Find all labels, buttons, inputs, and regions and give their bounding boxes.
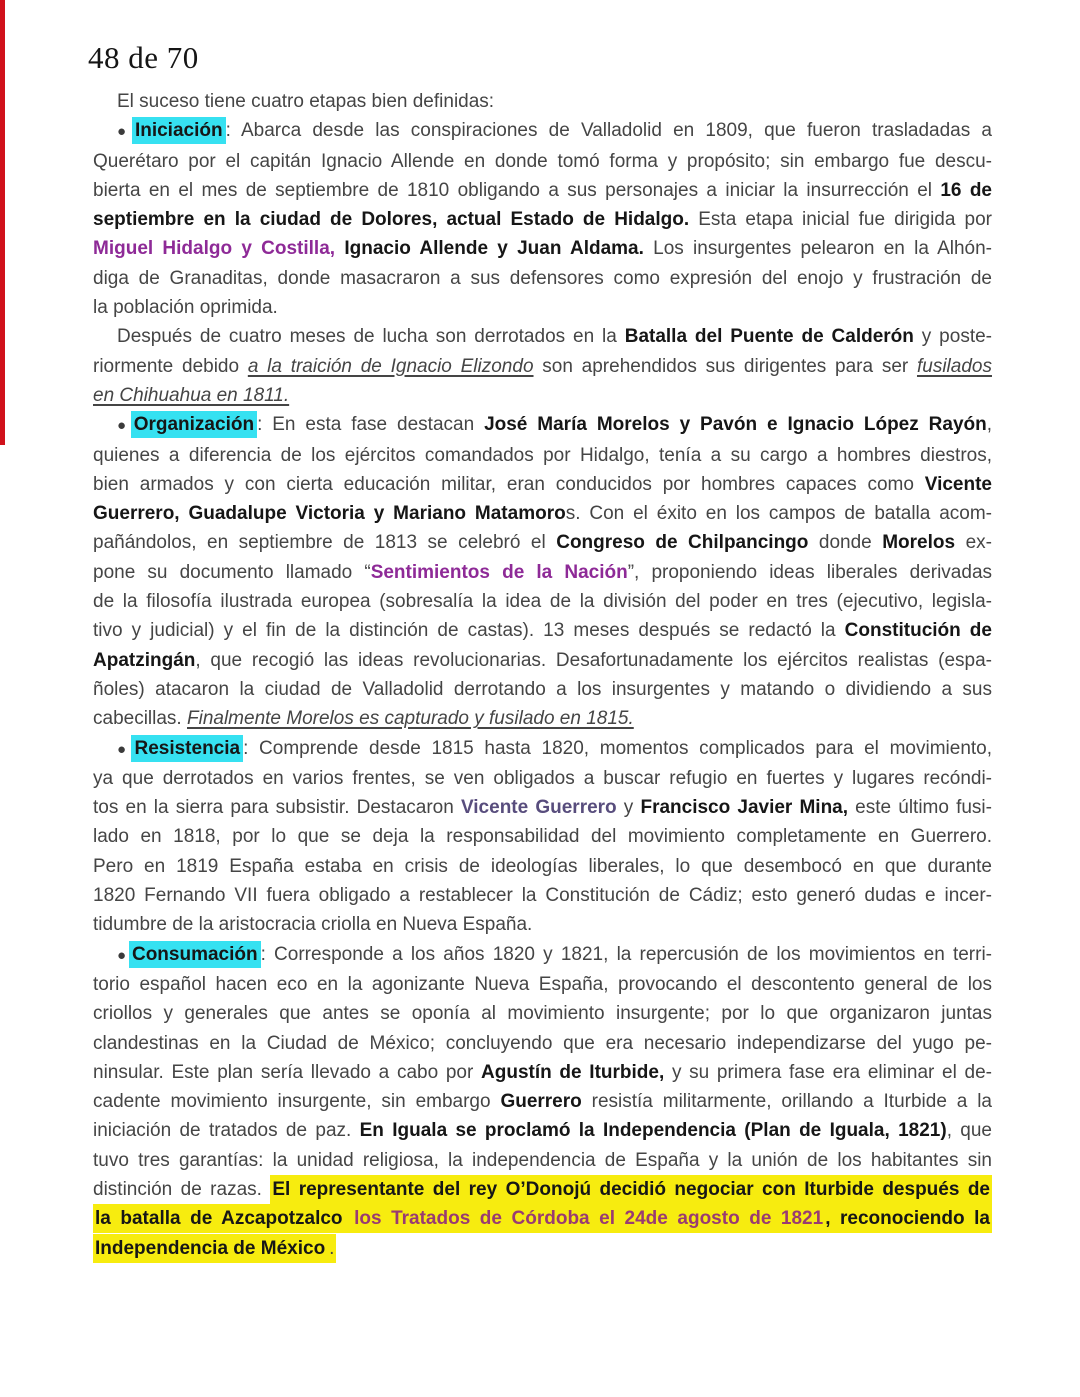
text-line (93, 852, 992, 881)
text-line (93, 1058, 992, 1087)
text-segment: Congreso de Chilpancingo (556, 532, 809, 554)
text-line (93, 616, 992, 645)
text-segment: , (986, 414, 993, 436)
text-segment: ninsular. Este plan sería llevado a cabo por (93, 1061, 482, 1083)
text-segment: Guerrero, Guadalupe Victoria y Mariano Matamoro (93, 503, 566, 525)
text-segment: Constitución de (844, 620, 992, 642)
bullet-icon: ● (117, 123, 132, 141)
stage-name-highlight: Consumación (129, 941, 261, 968)
text-line (93, 352, 992, 381)
text-segment: bien armados y con cierta educación militar, eran conducidos por hombres capaces como (93, 473, 925, 495)
text-segment: cabecillas. (93, 708, 187, 730)
text-line (93, 1146, 992, 1175)
text-segment (335, 238, 344, 259)
text-segment: resistía militarmente, orillando a Iturbide a la (581, 1091, 993, 1113)
text-line (93, 587, 992, 616)
text-segment: iniciación de tratados de paz. (93, 1120, 360, 1142)
left-edge-red-marker (0, 0, 5, 445)
text-segment: En Iguala se proclamó la Independencia (Plan de Iguala, 1821) (359, 1120, 947, 1142)
text-segment: José María Morelos y Pavón e Ignacio López Rayón (484, 414, 987, 436)
text-segment: , que (946, 1120, 992, 1142)
text-segment: Vicente Guerrero (460, 797, 617, 819)
text-segment: Esta etapa inicial fue dirigida por (689, 209, 992, 231)
text-line (93, 87, 992, 116)
text-line (93, 764, 992, 793)
text-segment: este último fusi- (848, 797, 992, 819)
text-segment: tivo y judicial) y el fin de la distinción de castas). 13 meses después se redactó la (93, 620, 845, 642)
text-line (93, 234, 992, 263)
text-line (93, 441, 992, 470)
text-segment: tidumbre de la aristocracia criolla en Nueva España. (93, 914, 533, 936)
text-line (93, 116, 992, 146)
text-segment: ñoles) atacaron la ciudad de Valladolid derrotando a los insurgentes y matando o dividiendo a sus (93, 678, 992, 700)
stage-name-highlight: Organización (131, 411, 257, 438)
stage-name-highlight: Resistencia (131, 735, 243, 762)
text-segment: ya que derrotados en varios frentes, se ven obligados a buscar refugio en fuertes y lugares recóndi- (93, 767, 992, 789)
text-line (93, 499, 992, 528)
text-segment: s. Con el éxito en los campos de batalla acom- (565, 503, 992, 525)
text-line (93, 1204, 992, 1233)
text-line (93, 940, 992, 970)
text-segment: El suceso tiene cuatro etapas bien definidas: (117, 91, 495, 112)
text-line (93, 176, 992, 205)
text-line (93, 293, 992, 322)
text-line (93, 1175, 992, 1204)
text-segment: : Comprende desde 1815 hasta 1820, momentos complicados para el movimiento, (243, 737, 993, 759)
text-line (93, 704, 992, 733)
text-line (93, 793, 992, 822)
text-line (93, 1029, 992, 1058)
text-segment: quienes a diferencia de los ejércitos comandados por Hidalgo, tenía a su cargo a hombres diestros, (93, 444, 992, 466)
text-segment: donde (808, 532, 883, 554)
text-segment: Miguel Hidalgo y Costilla, (93, 238, 336, 260)
text-segment: septiembre en la ciudad de Dolores, actual Estado de Hidalgo. (93, 209, 690, 231)
text-segment: lado en 1818, por lo que se deja la responsabilidad del movimiento completamente en Guerrero. (93, 826, 992, 848)
text-segment: criollos y generales que antes se oponía al movimiento insurgente; por lo que organizaron juntas (93, 1003, 992, 1025)
yellow-highlight-text: los Tratados de Córdoba el 24de agosto de 1821 (354, 1204, 823, 1233)
text-segment: a la traición de Ignacio Elizondo (247, 355, 534, 377)
text-line (93, 410, 992, 440)
text-line (93, 558, 992, 587)
text-line (93, 1116, 992, 1145)
text-line (93, 881, 992, 910)
text-line (93, 970, 992, 999)
text-line (93, 675, 992, 704)
text-segment: son aprehendidos sus dirigentes para ser (533, 355, 917, 377)
text-segment: Finalmente Morelos es capturado y fusilado en 1815. (187, 708, 634, 730)
text-segment: Después de cuatro meses de lucha son derrotados en la (117, 326, 625, 348)
text-line (93, 999, 992, 1028)
bullet-icon: ● (117, 740, 132, 758)
text-segment: : En esta fase destacan (257, 414, 485, 436)
text-segment: Ignacio Allende y Juan Aldama. (344, 238, 644, 260)
text-segment: de la filosofía ilustrada europea (sobresalía la idea de la división del poder en tres (ejecutivo, legisla- (93, 591, 992, 613)
bullet-icon: ● (117, 417, 131, 435)
page-number: 48 de 70 (88, 40, 199, 75)
text-segment: Pero en 1819 España estaba en crisis de ideologías liberales, lo que desembocó en que durante (93, 855, 992, 877)
text-segment: : Corresponde a los años 1820 y 1821, la repercusión de los movimientos en terri- (260, 943, 992, 965)
text-segment: bierta en el mes de septiembre de 1810 obligando a sus personajes a iniciar la insurrección el (93, 179, 941, 201)
text-segment: riormente debido (93, 355, 248, 377)
stage-name-highlight: Iniciación (132, 117, 226, 144)
text-segment: clandestinas en la Ciudad de México; concluyendo que era necesario independizarse del yugo pe- (93, 1032, 992, 1054)
text-line (93, 528, 992, 557)
text-segment: pone su documento llamado “ (93, 561, 371, 583)
text-segment: Morelos (882, 532, 956, 554)
text-line (93, 1234, 992, 1263)
text-line (93, 381, 992, 410)
text-segment: la población oprimida. (93, 297, 278, 319)
text-segment: torio español hacen eco en la agonizante Nueva España, provocando el descontento general de los (93, 973, 992, 995)
text-line (93, 322, 992, 351)
text-line (93, 264, 992, 293)
text-segment: tuvo tres garantías: la unidad religiosa, la independencia de España y la unión de los habitantes sin (93, 1149, 992, 1171)
yellow-highlight-text: Independencia de México (93, 1234, 327, 1263)
text-segment: y su primera fase era eliminar el de- (664, 1061, 992, 1083)
yellow-highlight-text: El representante del rey O’Donojú decidió negociar con Iturbide después de (270, 1175, 992, 1204)
text-segment: 16 de (940, 179, 992, 201)
text-segment: y (616, 797, 641, 819)
text-line (93, 646, 992, 675)
text-segment: : Abarca desde las conspiraciones de Valladolid en 1809, que fueron trasladadas a (225, 120, 992, 142)
text-segment: Vicente (924, 473, 992, 495)
bullet-icon: ● (117, 946, 129, 964)
text-segment: Guerrero (500, 1091, 582, 1113)
text-segment: pañándolos, en septiembre de 1813 se celebró el (93, 532, 557, 554)
text-segment: Los insurgentes pelearon en la Alhón- (643, 238, 993, 260)
text-segment: Sentimientos de la Nación (370, 561, 628, 583)
text-segment: ex- (955, 532, 992, 554)
text-line (93, 910, 992, 939)
yellow-highlight-text: , reconociendo la (823, 1204, 992, 1233)
text-segment: diga de Granaditas, donde masacraron a sus defensores como expresión del enojo y frustración de (93, 267, 992, 289)
text-segment: distinción de razas. (93, 1178, 271, 1200)
text-segment: fusilados (916, 355, 992, 377)
text-segment: 1820 Fernando VII fuera obligado a restablecer la Constitución de Cádiz; esto generó dudas e incer- (93, 885, 992, 907)
text-line (93, 205, 992, 234)
text-segment: Apatzingán (93, 649, 196, 671)
yellow-highlight-text: la batalla de Azcapotzalco (93, 1204, 354, 1233)
document-text (93, 87, 992, 1263)
text-segment: en Chihuahua en 1811. (93, 384, 290, 406)
text-segment: tos en la sierra para subsistir. Destacaron (93, 797, 461, 819)
text-segment: Querétaro por el capitán Ignacio Allende en donde tomó forma y propósito; sin embargo fue descu- (93, 150, 992, 172)
text-segment: ”, proponiendo ideas liberales derivadas (627, 561, 993, 583)
text-line (93, 147, 992, 176)
text-segment: , que recogió las ideas revolucionarias. Desafortunadamente los ejércitos realistas (espa- (195, 649, 992, 671)
text-segment: Francisco Javier Mina, (640, 797, 849, 819)
text-segment: cadente movimiento insurgente, sin embargo (93, 1091, 501, 1113)
text-segment: Batalla del Puente de Calderón (624, 326, 914, 348)
yellow-highlight-text: . (327, 1234, 336, 1263)
text-line (93, 1087, 992, 1116)
text-segment: Agustín de Iturbide, (481, 1061, 665, 1083)
text-line (93, 734, 992, 764)
text-segment: y poste- (913, 326, 992, 348)
text-line (93, 822, 992, 851)
text-line (93, 470, 992, 499)
